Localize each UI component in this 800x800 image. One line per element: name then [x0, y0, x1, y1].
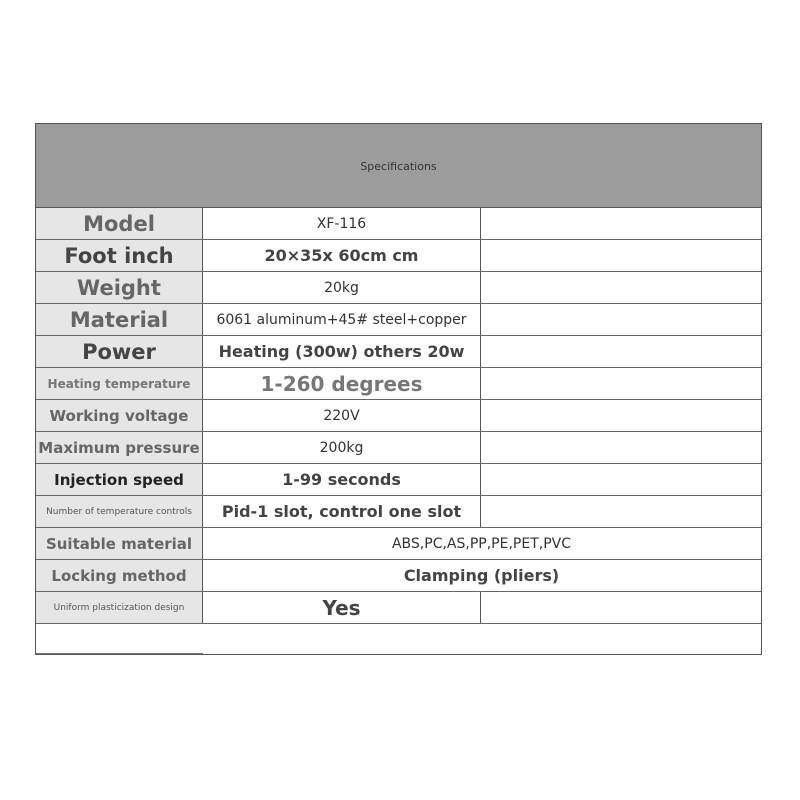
spec-empty-cell [480, 336, 761, 367]
footer-divider [36, 653, 203, 654]
spec-label: Foot inch [36, 240, 203, 271]
spec-empty-cell [480, 432, 761, 463]
spec-empty-cell [480, 272, 761, 303]
spec-label: Locking method [36, 560, 203, 591]
spec-value: 200kg [319, 439, 364, 456]
spec-label: Maximum pressure [36, 432, 203, 463]
spec-row-material [36, 304, 761, 336]
spec-label: Injection speed [36, 464, 203, 495]
spec-value: Clamping (pliers) [403, 566, 560, 585]
spec-row-suitable-material [36, 528, 761, 560]
specifications-table [35, 123, 762, 655]
table-header [36, 124, 761, 208]
spec-value: 20kg [324, 279, 359, 296]
spec-rows [36, 208, 761, 654]
spec-row-power [36, 336, 761, 368]
table-title: Specifications [360, 160, 437, 173]
spec-empty-cell [480, 368, 761, 399]
spec-label: Power [36, 336, 203, 367]
spec-row-uniform-plasticization [36, 592, 761, 624]
spec-row-injection-speed [36, 464, 761, 496]
spec-label: Uniform plasticization design [36, 592, 203, 623]
spec-value: 1-99 seconds [282, 470, 401, 489]
spec-empty-cell [480, 496, 761, 527]
spec-label: Weight [36, 272, 203, 303]
spec-row-heating-temperature [36, 368, 761, 400]
spec-row-temperature-controls [36, 496, 761, 528]
spec-value: 20×35x 60cm cm [264, 246, 419, 265]
spec-label: Suitable material [36, 528, 203, 559]
spec-value: ABS,PC,AS,PP,PE,PET,PVC [391, 535, 571, 552]
spec-value: XF-116 [316, 215, 367, 232]
spec-row-weight [36, 272, 761, 304]
spec-label: Number of temperature controls [36, 496, 203, 527]
spec-value: 6061 aluminum+45# steel+copper [216, 311, 467, 328]
spec-row-model [36, 208, 761, 240]
table-footer-row [36, 624, 761, 654]
spec-value: 220V [323, 407, 360, 424]
spec-value: Pid-1 slot, control one slot [221, 502, 462, 521]
spec-empty-cell [480, 304, 761, 335]
spec-row-maximum-pressure [36, 432, 761, 464]
spec-empty-cell [480, 240, 761, 271]
spec-row-working-voltage [36, 400, 761, 432]
spec-label: Heating temperature [36, 368, 203, 399]
spec-empty-cell [480, 400, 761, 431]
spec-value: Heating (300w) others 20w [218, 342, 465, 361]
spec-label: Model [36, 208, 203, 239]
spec-empty-cell [480, 208, 761, 239]
spec-row-locking-method [36, 560, 761, 592]
spec-label: Working voltage [36, 400, 203, 431]
spec-value: 1-260 degrees [260, 371, 423, 396]
spec-empty-cell [480, 592, 761, 623]
spec-empty-cell [480, 464, 761, 495]
spec-row-foot-inch [36, 240, 761, 272]
spec-label: Material [36, 304, 203, 335]
spec-value: Yes [322, 595, 361, 620]
